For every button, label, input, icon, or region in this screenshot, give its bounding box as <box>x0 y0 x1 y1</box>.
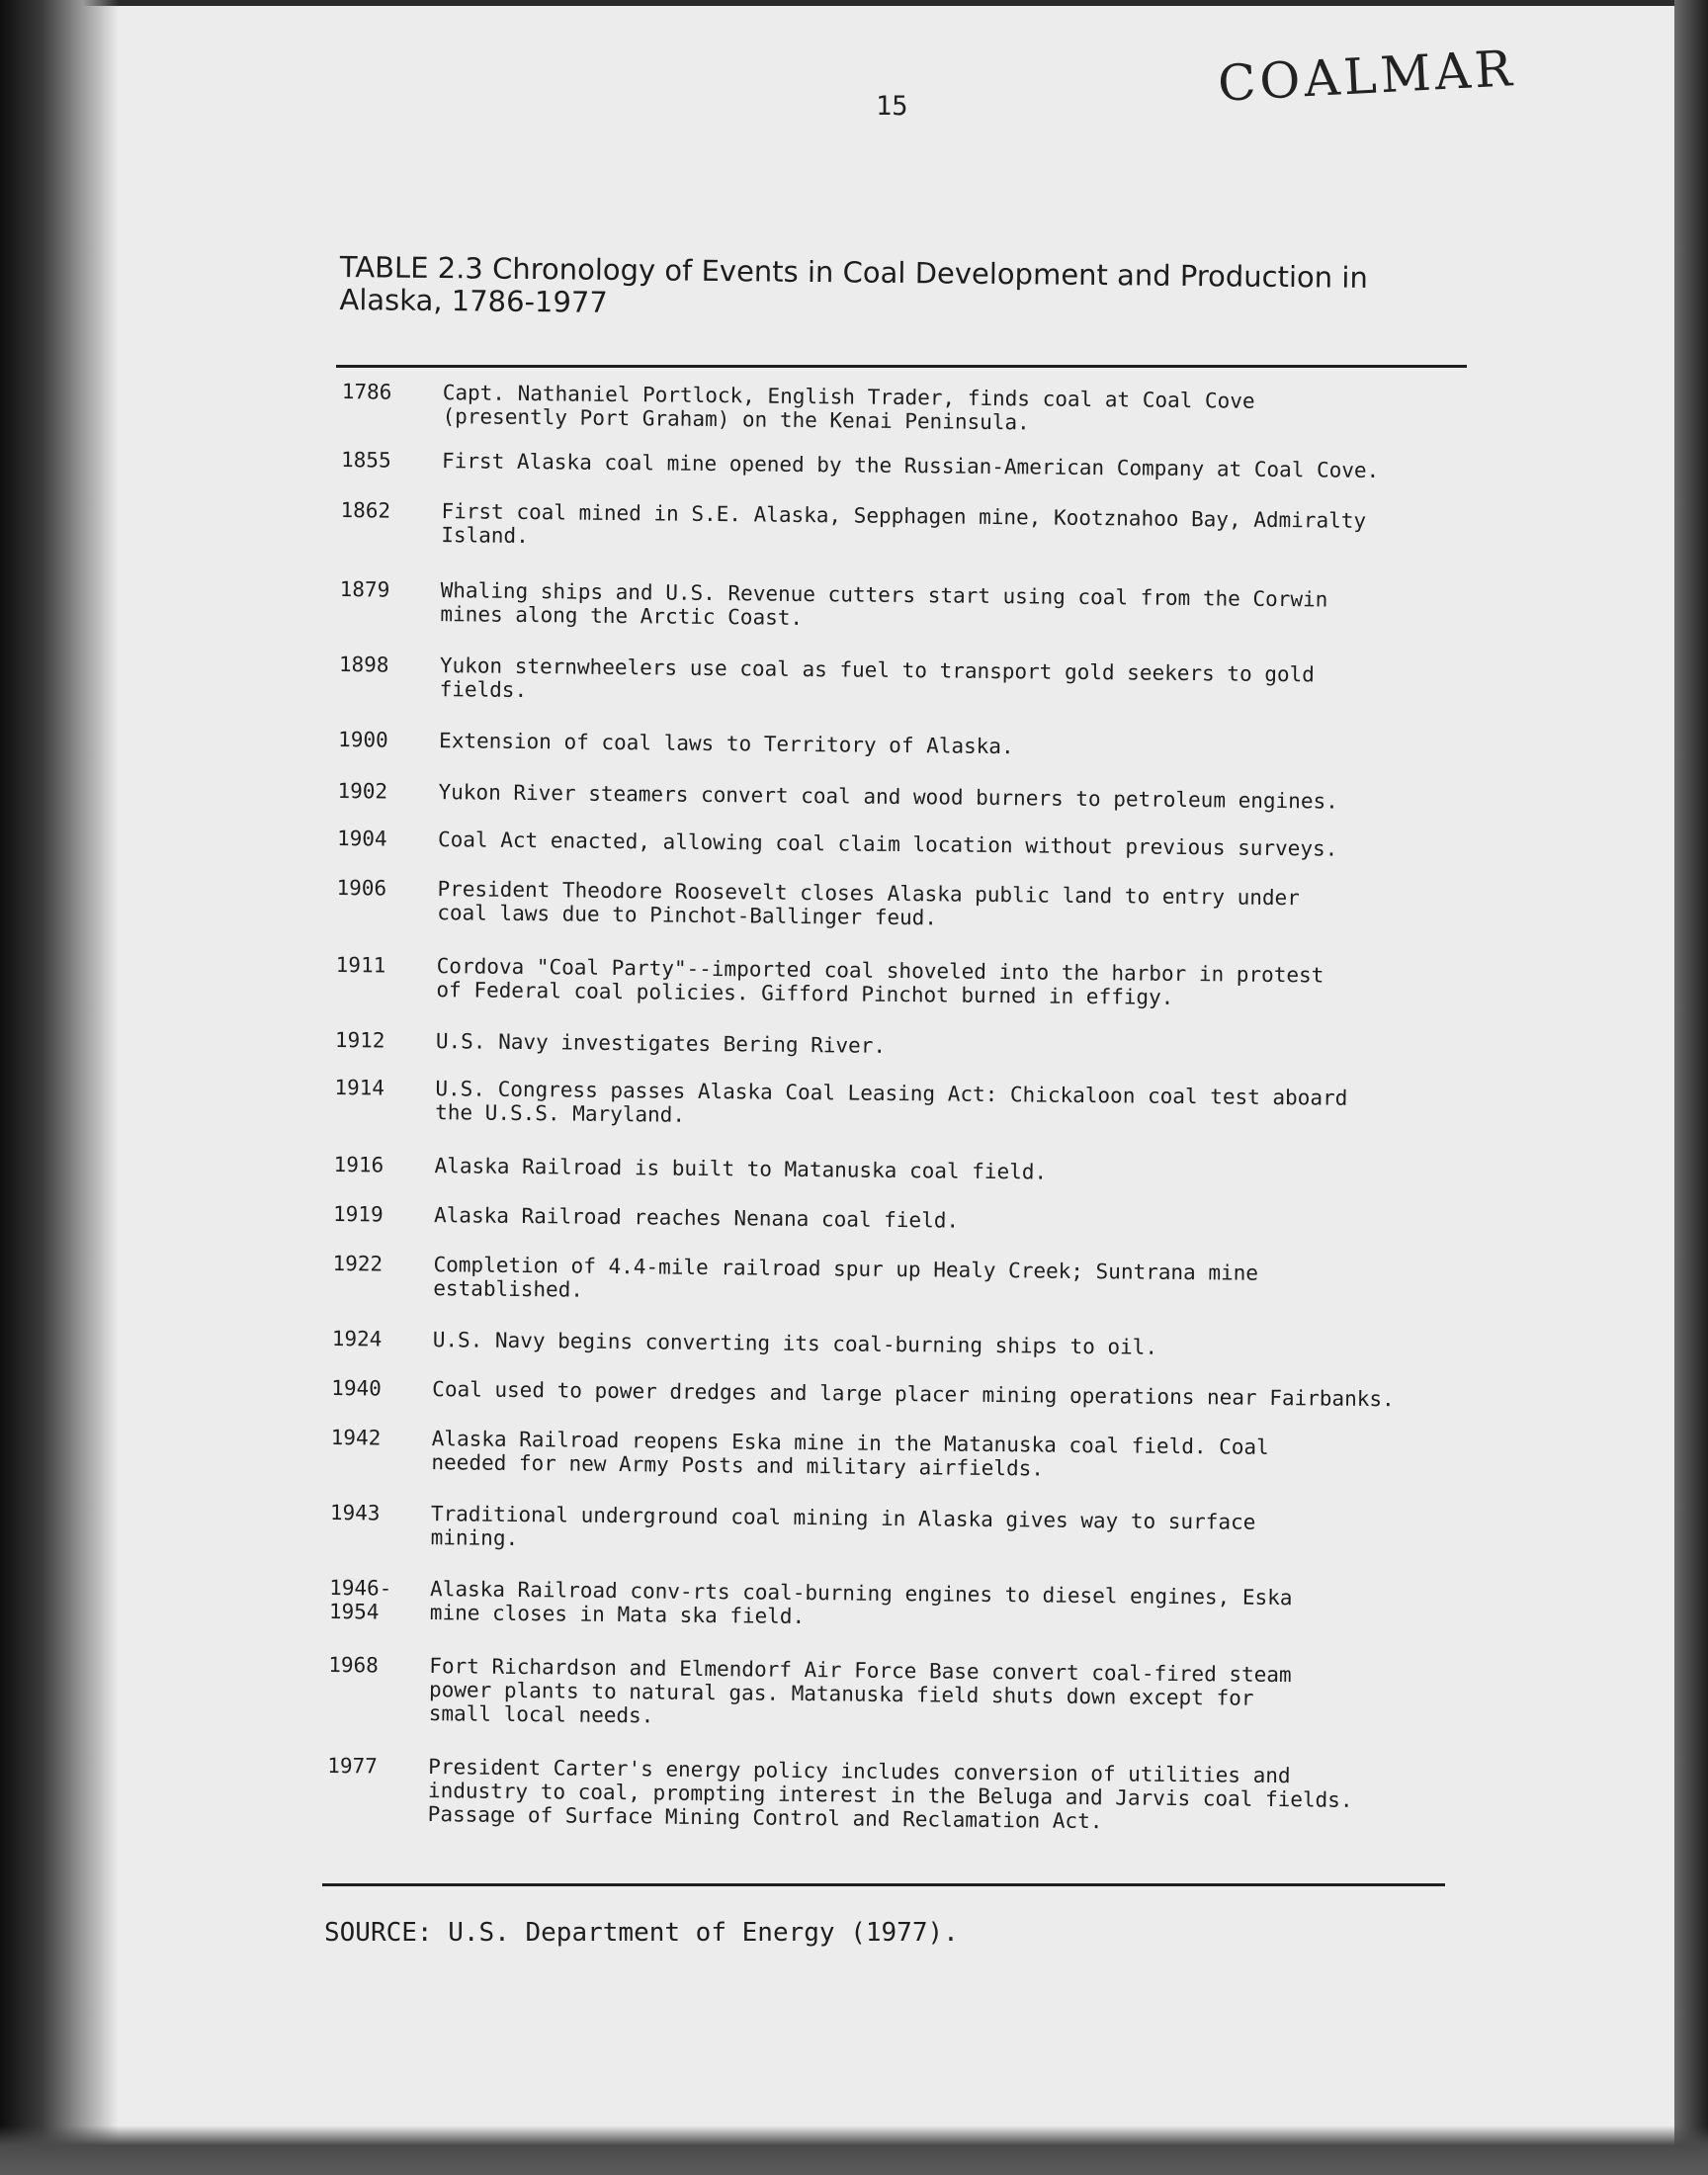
event-year: 1879 <box>339 577 390 602</box>
event-year: 1977 <box>327 1753 378 1779</box>
event-description: Fort Richardson and Elmendorf Air Force Base convert coal-fired steam power plants to natural gas. Matanuska field shuts down except for small local needs. <box>428 1654 1292 1728</box>
book-spine-shadow <box>0 0 119 2175</box>
event-description: U.S. Congress passes Alaska Coal Leasing Act: Chickaloon coal test aboard the U.S.S. Maryland. <box>435 1077 1348 1127</box>
event-year: 1906 <box>336 876 387 901</box>
page-number: 15 <box>876 91 908 122</box>
event-year: 1919 <box>332 1202 384 1227</box>
event-description: U.S. Navy investigates Bering River. <box>435 1029 887 1058</box>
event-year: 1911 <box>335 953 386 978</box>
event-year: 1786 <box>341 380 392 404</box>
event-year: 1914 <box>334 1076 385 1100</box>
event-year: 1968 <box>328 1652 380 1678</box>
event-description: Completion of 4.4-mile railroad spur up Healy Creek; Suntrana mine established. <box>433 1253 1259 1302</box>
event-description: First coal mined in S.E. Alaska, Sepphagen mine, Kootznahoo Bay, Admiralty Island. <box>441 499 1367 549</box>
event-year: 1942 <box>330 1426 382 1450</box>
event-year: 1940 <box>331 1376 382 1401</box>
event-description: Cordova "Coal Party"--imported coal shoveled into the harbor in protest of Federal coal policies. Gifford Pinchot burned in effigy. <box>436 954 1324 1009</box>
page-bottom-edge <box>0 2126 1708 2175</box>
event-description: Coal Act enacted, allowing coal claim location without previous surveys. <box>437 827 1338 861</box>
event-year: 1855 <box>340 448 391 473</box>
event-description: Yukon River steamers convert coal and wood burners to petroleum engines. <box>438 780 1338 814</box>
event-description: Traditional underground coal mining in Alaska gives way to surface mining. <box>430 1502 1256 1550</box>
table-title: TABLE 2.3 Chronology of Events in Coal Development and Production in Alaska, 1786-1977 <box>339 250 1369 319</box>
event-year: 1922 <box>332 1252 384 1276</box>
event-year: 1862 <box>340 498 391 523</box>
page-right-edge <box>1674 0 1708 2175</box>
event-year: 1946- 1954 <box>328 1575 392 1624</box>
top-rule <box>336 365 1467 368</box>
event-year: 1898 <box>338 652 389 677</box>
event-description: Capt. Nathaniel Portlock, English Trader, finds coal at Coal Cove (presently Port Graham) on the Kenai Peninsula. <box>442 381 1255 435</box>
event-description: U.S. Navy begins converting its coal-burning ships to oil. <box>432 1328 1158 1359</box>
event-description: Alaska Railroad is built to Matanuska coal field. <box>434 1154 1048 1184</box>
event-year: 1904 <box>336 826 387 851</box>
event-year: 1902 <box>337 779 388 804</box>
event-year: 1916 <box>333 1153 384 1177</box>
event-year: 1900 <box>337 728 388 752</box>
event-description: Coal used to power dredges and large placer mining operations near Fairbanks. <box>432 1377 1395 1412</box>
source-note: SOURCE: U.S. Department of Energy (1977). <box>324 1918 959 1948</box>
event-year: 1912 <box>334 1028 385 1053</box>
event-description: President Carter's energy policy includes conversion of utilities and industry to coal, prompting interest in the Beluga and Jarvis coal fields. Passage of Surface Mining Control and Reclamation Act. <box>427 1755 1353 1834</box>
handwritten-note: COALMAR <box>1216 40 1517 113</box>
event-description: Alaska Railroad conv-rts coal-burning engines to diesel engines, Eska mine closes in Mata ska field. <box>429 1577 1293 1629</box>
event-year: 1943 <box>329 1501 381 1525</box>
event-description: Alaska Railroad reopens Eska mine in the Matanuska coal field. Coal needed for new Army Posts and military airfields. <box>431 1427 1269 1481</box>
event-description: Yukon sternwheelers use coal as fuel to transport gold seekers to gold fields. <box>439 653 1316 703</box>
event-description: President Theodore Roosevelt closes Alaska public land to entry under coal laws due to Pinchot-Ballinger feud. <box>437 877 1301 930</box>
event-description: Extension of coal laws to Territory of Alaska. <box>438 729 1014 759</box>
event-description: First Alaska coal mine opened by the Russian-American Company at Coal Cove. <box>441 449 1380 483</box>
bottom-rule <box>322 1883 1445 1886</box>
event-description: Alaska Railroad reaches Nenana coal field. <box>433 1203 960 1233</box>
event-description: Whaling ships and U.S. Revenue cutters start using coal from the Corwin mines along the Arctic Coast. <box>440 578 1328 630</box>
event-year: 1924 <box>331 1327 383 1351</box>
